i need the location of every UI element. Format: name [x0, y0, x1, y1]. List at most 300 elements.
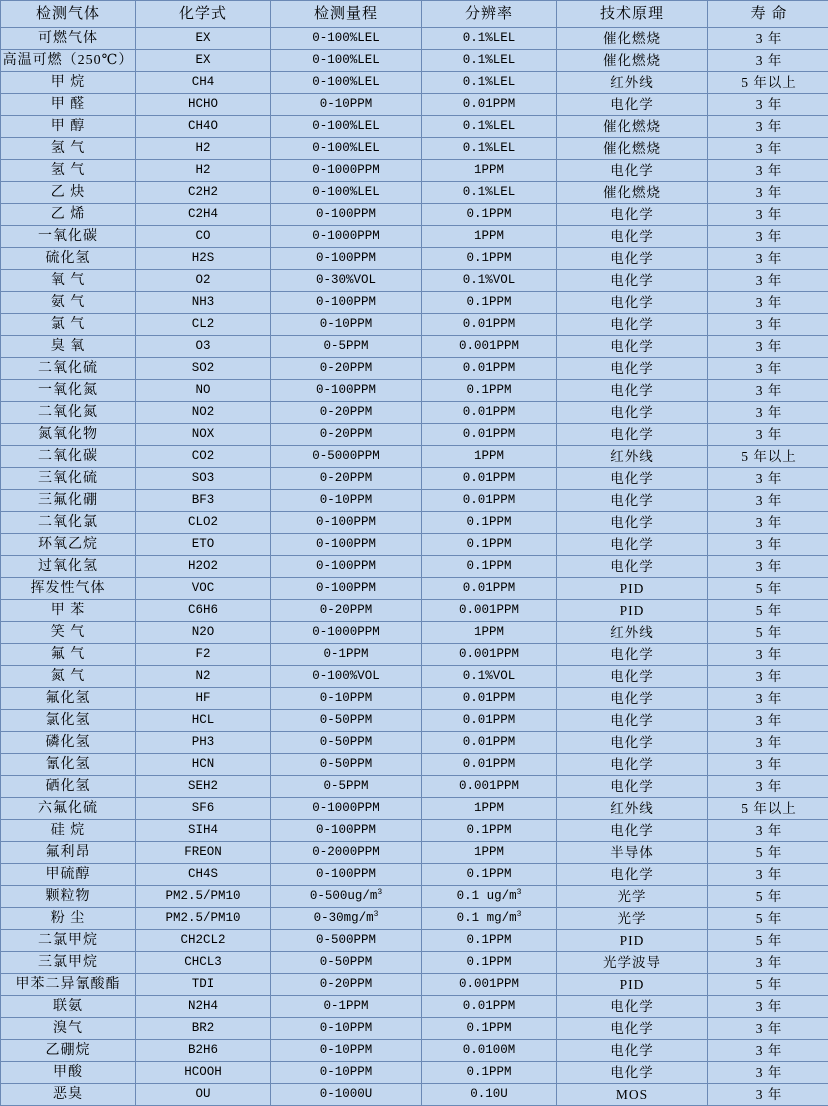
cell-principle: 电化学 [557, 380, 708, 402]
cell-gas: 甲 苯 [1, 600, 136, 622]
column-header-life: 寿 命 [708, 1, 828, 28]
cell-range: 0-20PPM [271, 424, 422, 446]
cell-life: 3 年 [708, 50, 828, 72]
cell-gas: 磷化氢 [1, 732, 136, 754]
table-row [1, 556, 828, 578]
cell-principle: 电化学 [557, 490, 708, 512]
cell-formula: CLO2 [136, 512, 271, 534]
cell-resolution: 0.01PPM [422, 490, 557, 512]
cell-resolution: 0.01PPM [422, 710, 557, 732]
cell-formula: NO [136, 380, 271, 402]
cell-range: 0-10PPM [271, 688, 422, 710]
table-row [1, 380, 828, 402]
cell-principle: 电化学 [557, 160, 708, 182]
cell-resolution: 0.1PPM [422, 204, 557, 226]
cell-range: 0-100PPM [271, 556, 422, 578]
cell-range: 0-30%VOL [271, 270, 422, 292]
cell-range: 0-100PPM [271, 380, 422, 402]
cell-principle: 电化学 [557, 1040, 708, 1062]
cell-principle: 电化学 [557, 248, 708, 270]
cell-gas: 氟利昂 [1, 842, 136, 864]
cell-formula: PH3 [136, 732, 271, 754]
cell-resolution: 0.01PPM [422, 94, 557, 116]
table-row [1, 952, 828, 974]
cell-formula: HCN [136, 754, 271, 776]
cell-gas: 硫化氢 [1, 248, 136, 270]
cell-life: 3 年 [708, 160, 828, 182]
cell-life: 5 年以上 [708, 446, 828, 468]
cell-principle: 电化学 [557, 1018, 708, 1040]
cell-resolution: 0.01PPM [422, 358, 557, 380]
cell-formula: CH4O [136, 116, 271, 138]
table-body [1, 28, 828, 1106]
cell-resolution: 0.1%LEL [422, 182, 557, 204]
cell-range: 0-10PPM [271, 490, 422, 512]
cell-gas: 三氯甲烷 [1, 952, 136, 974]
cell-life: 3 年 [708, 996, 828, 1018]
cell-resolution: 0.01PPM [422, 468, 557, 490]
cell-range: 0-20PPM [271, 600, 422, 622]
cell-range: 0-50PPM [271, 710, 422, 732]
cell-range: 0-100%LEL [271, 28, 422, 50]
cell-gas: 甲苯二异氰酸酯 [1, 974, 136, 996]
column-header-gas: 检测气体 [1, 1, 136, 28]
cell-life: 3 年 [708, 1084, 828, 1106]
cell-principle: 电化学 [557, 644, 708, 666]
cell-life: 3 年 [708, 490, 828, 512]
cell-resolution: 0.01PPM [422, 578, 557, 600]
cell-formula: OU [136, 1084, 271, 1106]
cell-formula: CL2 [136, 314, 271, 336]
table-row [1, 358, 828, 380]
cell-gas: 二氯甲烷 [1, 930, 136, 952]
cell-resolution: 0.1%LEL [422, 72, 557, 94]
cell-principle: 电化学 [557, 820, 708, 842]
table-row [1, 1084, 828, 1106]
cell-principle: 电化学 [557, 358, 708, 380]
cell-resolution: 0.1%LEL [422, 138, 557, 160]
cell-principle: 电化学 [557, 534, 708, 556]
cell-range: 0-100PPM [271, 864, 422, 886]
cell-range: 0-100%LEL [271, 72, 422, 94]
cell-formula: N2 [136, 666, 271, 688]
table-row [1, 28, 828, 50]
table-row [1, 534, 828, 556]
cell-life: 3 年 [708, 94, 828, 116]
cell-formula: ETO [136, 534, 271, 556]
cell-gas: 甲酸 [1, 1062, 136, 1084]
cell-gas: 甲 醛 [1, 94, 136, 116]
cell-principle: 半导体 [557, 842, 708, 864]
cell-gas: 氮 气 [1, 666, 136, 688]
cell-range: 0-100PPM [271, 578, 422, 600]
cell-life: 3 年 [708, 292, 828, 314]
cell-principle: 电化学 [557, 336, 708, 358]
cell-formula: CHCL3 [136, 952, 271, 974]
table-row [1, 270, 828, 292]
cell-resolution: 0.01PPM [422, 424, 557, 446]
cell-range: 0-5000PPM [271, 446, 422, 468]
table-row [1, 1062, 828, 1084]
cell-principle: 电化学 [557, 688, 708, 710]
cell-formula: SO2 [136, 358, 271, 380]
cell-life: 5 年 [708, 600, 828, 622]
cell-formula: C2H2 [136, 182, 271, 204]
table-row [1, 226, 828, 248]
cell-range: 0-100%LEL [271, 50, 422, 72]
cell-principle: 电化学 [557, 556, 708, 578]
cell-resolution: 0.001PPM [422, 336, 557, 358]
table-row [1, 996, 828, 1018]
cell-formula: H2 [136, 160, 271, 182]
table-row [1, 974, 828, 996]
cell-life: 3 年 [708, 952, 828, 974]
cell-range: 0-5PPM [271, 336, 422, 358]
cell-principle: 光学 [557, 908, 708, 930]
cell-formula: C2H4 [136, 204, 271, 226]
cell-gas: 氟 气 [1, 644, 136, 666]
cell-gas: 笑 气 [1, 622, 136, 644]
cell-range: 0-100%LEL [271, 116, 422, 138]
cell-gas: 一氧化碳 [1, 226, 136, 248]
cell-resolution: 0.01PPM [422, 314, 557, 336]
cell-formula: NH3 [136, 292, 271, 314]
cell-formula: O3 [136, 336, 271, 358]
cell-formula: TDI [136, 974, 271, 996]
table-row [1, 908, 828, 930]
cell-gas: 氰化氢 [1, 754, 136, 776]
table-row [1, 886, 828, 908]
cell-life: 3 年 [708, 314, 828, 336]
cell-gas: 硅 烷 [1, 820, 136, 842]
table-row [1, 446, 828, 468]
cell-resolution: 0.1PPM [422, 380, 557, 402]
cell-formula: HF [136, 688, 271, 710]
cell-gas: 过氧化氢 [1, 556, 136, 578]
column-header-principle: 技术原理 [557, 1, 708, 28]
cell-life: 3 年 [708, 468, 828, 490]
cell-resolution: 0.001PPM [422, 644, 557, 666]
cell-range: 0-100PPM [271, 292, 422, 314]
cell-principle: PID [557, 578, 708, 600]
cell-gas: 二氧化氮 [1, 402, 136, 424]
table-header [1, 1, 828, 28]
table-row [1, 160, 828, 182]
cell-resolution: 0.1PPM [422, 930, 557, 952]
table-row [1, 512, 828, 534]
cell-range: 0-50PPM [271, 754, 422, 776]
cell-formula: C6H6 [136, 600, 271, 622]
cell-life: 3 年 [708, 424, 828, 446]
cell-principle: PID [557, 930, 708, 952]
table-row [1, 248, 828, 270]
cell-life: 3 年 [708, 358, 828, 380]
cell-principle: 催化燃烧 [557, 28, 708, 50]
cell-range: 0-50PPM [271, 732, 422, 754]
table-row [1, 798, 828, 820]
cell-gas: 甲 醇 [1, 116, 136, 138]
cell-resolution: 0.01PPM [422, 402, 557, 424]
cell-range: 0-10PPM [271, 1018, 422, 1040]
cell-formula: CO2 [136, 446, 271, 468]
cell-resolution: 0.1PPM [422, 864, 557, 886]
table-row [1, 72, 828, 94]
cell-life: 3 年 [708, 688, 828, 710]
cell-formula: NO2 [136, 402, 271, 424]
cell-resolution: 0.1PPM [422, 512, 557, 534]
cell-gas: 氨 气 [1, 292, 136, 314]
cell-resolution: 0.1PPM [422, 556, 557, 578]
cell-range: 0-20PPM [271, 468, 422, 490]
cell-gas: 三氟化硼 [1, 490, 136, 512]
cell-resolution: 0.1 $ug/m^3$ [422, 886, 557, 908]
cell-resolution: 1PPM [422, 622, 557, 644]
column-header-resolution: 分辨率 [422, 1, 557, 28]
cell-range: $0-30mg/m^3$ [271, 908, 422, 930]
cell-life: 5 年 [708, 622, 828, 644]
cell-life: 3 年 [708, 512, 828, 534]
cell-formula: CH2CL2 [136, 930, 271, 952]
cell-life: 3 年 [708, 336, 828, 358]
cell-resolution: 1PPM [422, 446, 557, 468]
cell-principle: 电化学 [557, 468, 708, 490]
cell-range: 0-10PPM [271, 314, 422, 336]
cell-life: 3 年 [708, 226, 828, 248]
cell-gas: 二氧化硫 [1, 358, 136, 380]
cell-resolution: 0.1PPM [422, 1062, 557, 1084]
cell-gas: 硒化氢 [1, 776, 136, 798]
table-row [1, 1040, 828, 1062]
table-row [1, 622, 828, 644]
cell-gas: 颗粒物 [1, 886, 136, 908]
cell-range: 0-2000PPM [271, 842, 422, 864]
cell-life: 3 年 [708, 138, 828, 160]
cell-principle: 光学波导 [557, 952, 708, 974]
cell-life: 3 年 [708, 776, 828, 798]
table-row [1, 94, 828, 116]
cell-principle: 电化学 [557, 424, 708, 446]
cell-principle: 电化学 [557, 314, 708, 336]
cell-life: 3 年 [708, 710, 828, 732]
cell-formula: VOC [136, 578, 271, 600]
cell-gas: 乙硼烷 [1, 1040, 136, 1062]
cell-gas: 六氟化硫 [1, 798, 136, 820]
cell-resolution: 0.01PPM [422, 996, 557, 1018]
cell-formula: O2 [136, 270, 271, 292]
cell-principle: 电化学 [557, 666, 708, 688]
cell-range: 0-100%LEL [271, 138, 422, 160]
cell-range: 0-1000U [271, 1084, 422, 1106]
cell-gas: 二氧化氯 [1, 512, 136, 534]
cell-principle: 电化学 [557, 94, 708, 116]
cell-range: $0-500ug/m^3$ [271, 886, 422, 908]
cell-life: 3 年 [708, 182, 828, 204]
cell-range: 0-20PPM [271, 402, 422, 424]
cell-gas: 环氧乙烷 [1, 534, 136, 556]
column-header-formula: 化学式 [136, 1, 271, 28]
table-row [1, 314, 828, 336]
cell-gas: 二氧化碳 [1, 446, 136, 468]
cell-life: 3 年 [708, 402, 828, 424]
table-row [1, 1018, 828, 1040]
cell-range: 0-1000PPM [271, 160, 422, 182]
cell-gas: 乙 烯 [1, 204, 136, 226]
cell-resolution: 0.1%LEL [422, 50, 557, 72]
cell-formula: EX [136, 28, 271, 50]
cell-range: 0-500PPM [271, 930, 422, 952]
table-row [1, 754, 828, 776]
cell-gas: 氧 气 [1, 270, 136, 292]
cell-range: 0-1000PPM [271, 622, 422, 644]
cell-life: 5 年以上 [708, 72, 828, 94]
cell-resolution: 0.001PPM [422, 600, 557, 622]
cell-resolution: 0.1PPM [422, 534, 557, 556]
table-row [1, 292, 828, 314]
cell-formula: SEH2 [136, 776, 271, 798]
table-row [1, 644, 828, 666]
cell-resolution: 1PPM [422, 226, 557, 248]
table-row [1, 182, 828, 204]
cell-gas: 高温可燃（250℃） [1, 50, 136, 72]
cell-range: 0-100PPM [271, 820, 422, 842]
cell-principle: 电化学 [557, 226, 708, 248]
cell-range: 0-100%LEL [271, 182, 422, 204]
cell-gas: 联氨 [1, 996, 136, 1018]
cell-resolution: 0.1PPM [422, 1018, 557, 1040]
cell-life: 3 年 [708, 864, 828, 886]
cell-gas: 甲 烷 [1, 72, 136, 94]
cell-formula: F2 [136, 644, 271, 666]
cell-formula: BF3 [136, 490, 271, 512]
cell-principle: MOS [557, 1084, 708, 1106]
cell-gas: 氟化氢 [1, 688, 136, 710]
cell-life: 5 年 [708, 908, 828, 930]
cell-principle: PID [557, 974, 708, 996]
cell-resolution: 0.001PPM [422, 974, 557, 996]
cell-range: 0-100PPM [271, 204, 422, 226]
cell-life: 3 年 [708, 820, 828, 842]
table-row [1, 204, 828, 226]
table-row [1, 116, 828, 138]
cell-resolution: 0.001PPM [422, 776, 557, 798]
cell-resolution: 0.10U [422, 1084, 557, 1106]
cell-formula: NOX [136, 424, 271, 446]
table-row [1, 688, 828, 710]
cell-life: 3 年 [708, 204, 828, 226]
cell-formula: HCL [136, 710, 271, 732]
cell-life: 3 年 [708, 116, 828, 138]
cell-gas: 氮氧化物 [1, 424, 136, 446]
cell-principle: 电化学 [557, 864, 708, 886]
cell-life: 3 年 [708, 556, 828, 578]
cell-formula: SO3 [136, 468, 271, 490]
table-row [1, 666, 828, 688]
cell-range: 0-100%VOL [271, 666, 422, 688]
cell-gas: 氢 气 [1, 160, 136, 182]
cell-resolution: 0.1%LEL [422, 116, 557, 138]
cell-principle: 电化学 [557, 292, 708, 314]
cell-principle: 电化学 [557, 754, 708, 776]
column-header-range: 检测量程 [271, 1, 422, 28]
cell-resolution: 0.1%VOL [422, 270, 557, 292]
cell-resolution: 0.1 $mg/m^3$ [422, 908, 557, 930]
cell-principle: 红外线 [557, 72, 708, 94]
table-row [1, 424, 828, 446]
cell-range: 0-100PPM [271, 512, 422, 534]
cell-principle: 红外线 [557, 446, 708, 468]
cell-principle: 电化学 [557, 1062, 708, 1084]
cell-principle: 电化学 [557, 270, 708, 292]
cell-life: 5 年以上 [708, 798, 828, 820]
cell-life: 3 年 [708, 644, 828, 666]
cell-formula: EX [136, 50, 271, 72]
cell-gas: 臭 氧 [1, 336, 136, 358]
cell-life: 5 年 [708, 886, 828, 908]
cell-formula: PM2.5/PM10 [136, 886, 271, 908]
cell-formula: SF6 [136, 798, 271, 820]
cell-principle: 电化学 [557, 512, 708, 534]
cell-gas: 三氧化硫 [1, 468, 136, 490]
cell-formula: B2H6 [136, 1040, 271, 1062]
cell-resolution: 0.1PPM [422, 292, 557, 314]
cell-formula: CH4S [136, 864, 271, 886]
cell-principle: PID [557, 600, 708, 622]
table-row [1, 776, 828, 798]
cell-life: 3 年 [708, 732, 828, 754]
cell-resolution: 1PPM [422, 842, 557, 864]
cell-formula: N2O [136, 622, 271, 644]
cell-resolution: 0.0100M [422, 1040, 557, 1062]
cell-resolution: 1PPM [422, 160, 557, 182]
cell-range: 0-100PPM [271, 248, 422, 270]
cell-gas: 甲硫醇 [1, 864, 136, 886]
cell-life: 3 年 [708, 270, 828, 292]
cell-gas: 一氧化氮 [1, 380, 136, 402]
cell-range: 0-1000PPM [271, 226, 422, 248]
cell-gas: 氯化氢 [1, 710, 136, 732]
cell-gas: 氯 气 [1, 314, 136, 336]
cell-resolution: 0.01PPM [422, 754, 557, 776]
cell-gas: 可燃气体 [1, 28, 136, 50]
cell-range: 0-10PPM [271, 1040, 422, 1062]
cell-principle: 电化学 [557, 732, 708, 754]
cell-life: 3 年 [708, 1062, 828, 1084]
table-row [1, 50, 828, 72]
cell-formula: CO [136, 226, 271, 248]
cell-resolution: 0.1PPM [422, 820, 557, 842]
table-row [1, 842, 828, 864]
cell-life: 5 年 [708, 578, 828, 600]
cell-life: 5 年 [708, 842, 828, 864]
cell-range: 0-5PPM [271, 776, 422, 798]
cell-range: 0-20PPM [271, 974, 422, 996]
cell-principle: 红外线 [557, 798, 708, 820]
cell-principle: 电化学 [557, 776, 708, 798]
cell-principle: 光学 [557, 886, 708, 908]
cell-gas: 溴气 [1, 1018, 136, 1040]
table-row [1, 490, 828, 512]
cell-gas: 恶臭 [1, 1084, 136, 1106]
cell-principle: 电化学 [557, 710, 708, 732]
cell-principle: 电化学 [557, 996, 708, 1018]
cell-range: 0-1PPM [271, 996, 422, 1018]
cell-principle: 红外线 [557, 622, 708, 644]
cell-range: 0-10PPM [271, 94, 422, 116]
table-row [1, 402, 828, 424]
cell-gas: 挥发性气体 [1, 578, 136, 600]
cell-formula: H2S [136, 248, 271, 270]
cell-resolution: 0.1PPM [422, 248, 557, 270]
